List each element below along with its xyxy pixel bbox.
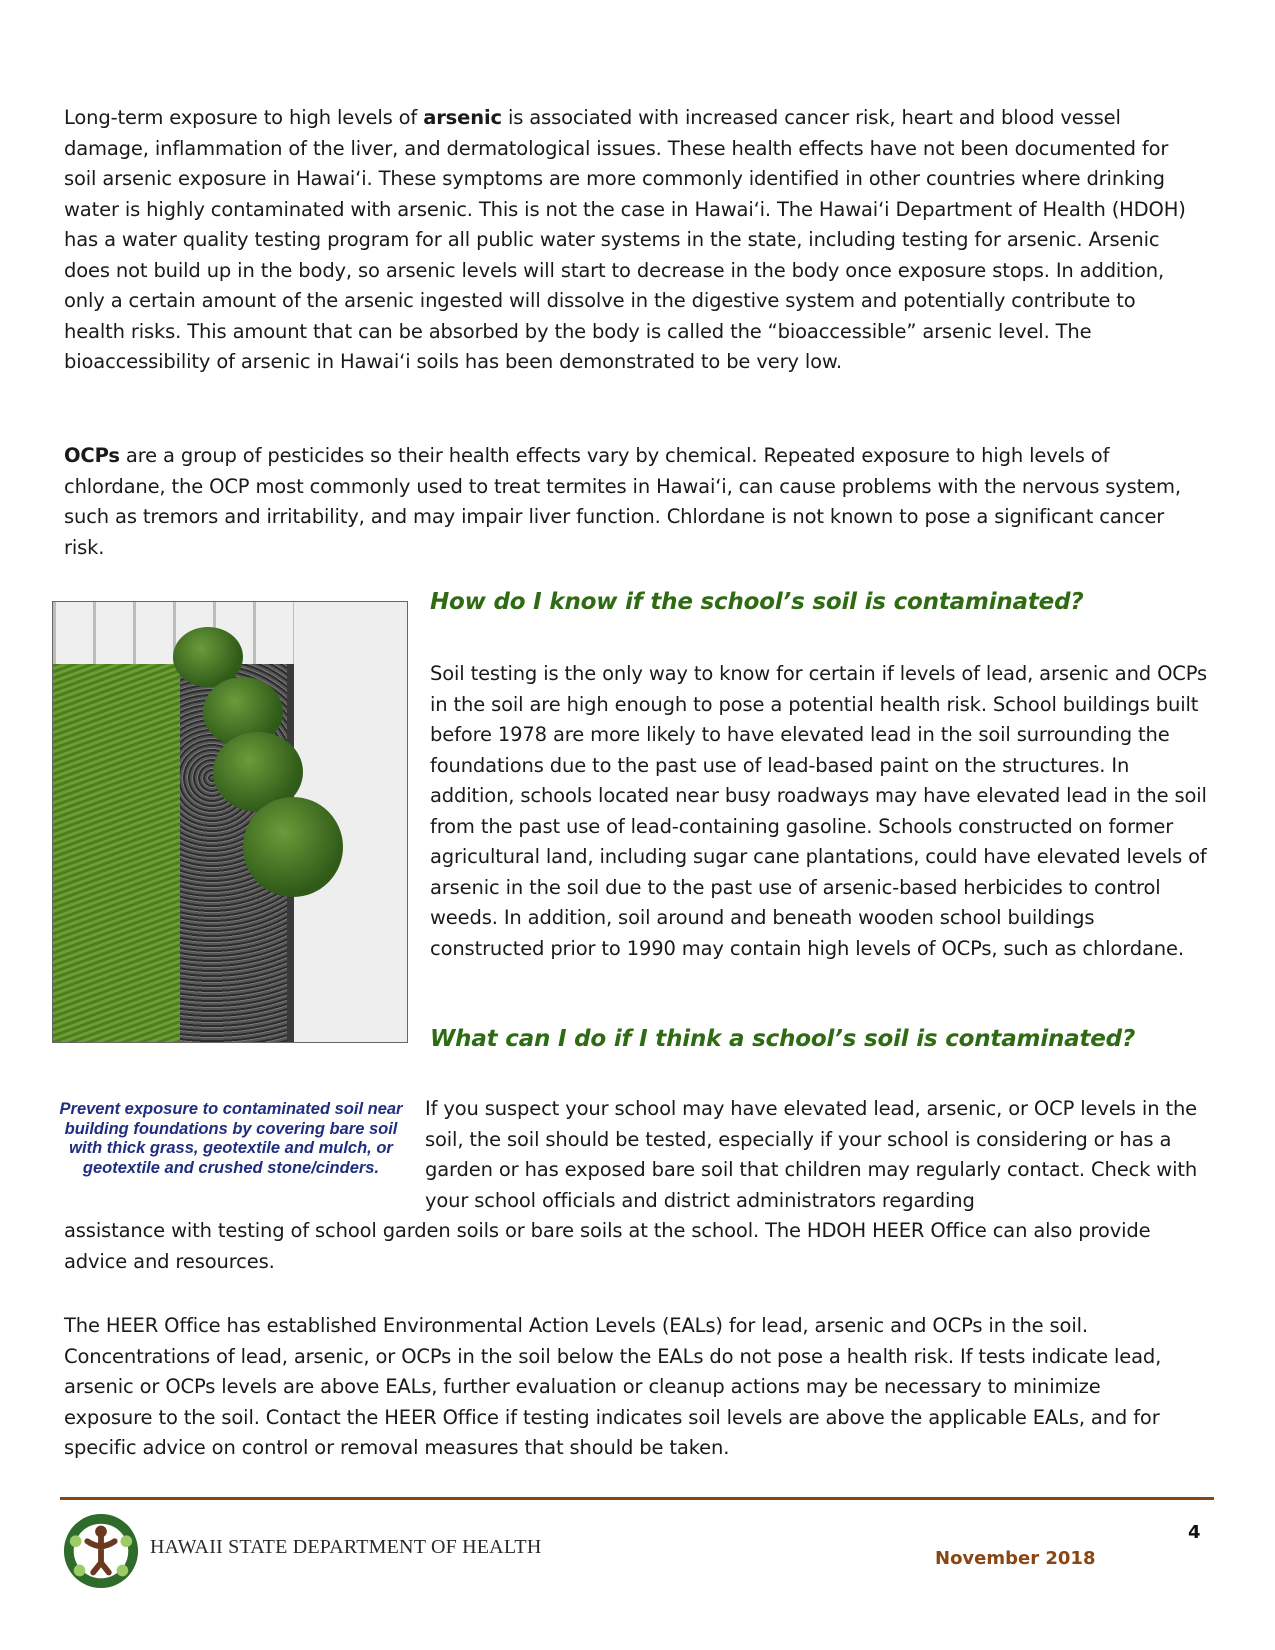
paragraph-arsenic-lead: Long-term exposure to high levels of	[64, 106, 424, 129]
paragraph-arsenic-body: is associated with increased cancer risk, heart and blood vessel damage, inflammation of the liver, and dermatological issues. These health effects have not been documented for soil arsenic exposure in Hawaiʻi. These symptoms are more commonly identified in other countries where drinking water is highly contaminated with arsenic. This is not the case in Hawaiʻi. The Hawaiʻi Department of Health (HDOH) has a water quality testing program for all public water systems in the state, including testing for arsenic. Arsenic does not build up in the body, so arsenic levels will start to decrease in the body once exposure stops. In addition, only a certain amount of the arsenic ingested will dissolve in the digestive system and potentially contribute to health risks. This amount that can be absorbed by the body is called the “bioaccessible” arsenic level. The bioaccessibility of arsenic in Hawaiʻi soils has been demonstrated to be very low.	[64, 106, 1186, 373]
term-ocps: OCPs	[64, 444, 120, 467]
heading-how-do-i-know: How do I know if the school’s soil is contaminated?	[430, 589, 1084, 615]
paragraph-ocps	[64, 441, 1194, 563]
photo-shrub	[243, 797, 343, 897]
publication-date: November 2018	[935, 1548, 1096, 1569]
photo-caption: Prevent exposure to contaminated soil near building foundations by covering bare soil with thick grass, geotextile and mulch, or geotextile and crushed stone/cinders.	[59, 1100, 403, 1177]
footer-rule	[60, 1497, 1214, 1500]
term-arsenic: arsenic	[423, 106, 502, 129]
paragraph-eals: The HEER Office has established Environmental Action Levels (EALs) for lead, arsenic and OCPs in the soil. Concentrations of lead, arsenic, or OCPs in the soil below the EALs do not pose a health risk. If tests indicate lead, arsenic or OCPs levels are above EALs, further evaluation or cleanup actions may be necessary to minimize exposure to the soil. Contact the HEER Office if testing indicates soil levels are above the applicable EALs, and for specific advice on control or removal measures that should be taken.	[64, 1314, 1162, 1459]
paragraph-ocps-body: are a group of pesticides so their health effects vary by chemical. Repeated exposure to high levels of chlordane, the OCP most commonly used to treat termites in Hawaiʻi, can cause problems with the nervous system, such as tremors and irritability, and may impair liver function. Chlordane is not known to pose a significant cancer risk.	[64, 444, 1181, 559]
heading-what-can-i-do: What can I do if I think a school’s soil is contaminated?	[430, 1026, 1136, 1052]
paragraph-suspect-contamination: If you suspect your school may have elevated lead, arsenic, or OCP levels in the soil, the soil should be tested, especially if your school is considering or has a garden or has exposed bare soil that children may regularly contact. Check with your school officials and district administrators regarding	[425, 1097, 1198, 1212]
hdoh-logo-icon	[62, 1512, 140, 1590]
paragraph-soil-testing: Soil testing is the only way to know for certain if levels of lead, arsenic and OCPs in the soil are high enough to pose a potential health risk. School buildings built before 1978 are more likely to have elevated lead in the soil surrounding the foundations due to the past use of lead-based paint on the structures. In addition, schools located near busy roadways may have elevated lead in the soil from the past use of lead-containing gasoline. Schools constructed on former agricultural land, including sugar cane plantations, could have elevated levels of arsenic in the soil due to the past use of arsenic-based herbicides to control weeds. In addition, soil around and beneath wooden school buildings constructed prior to 1990 may contain high levels of OCPs, such as chlordane.	[430, 662, 1208, 960]
garden-border-photo	[52, 601, 408, 1043]
page-number: 4	[1188, 1522, 1201, 1543]
org-name: HAWAII STATE DEPARTMENT OF HEALTH	[150, 1536, 542, 1558]
paragraph-suspect-contamination-cont: assistance with testing of school garden soils or bare soils at the school. The HDOH HEER Office can also provide advice and resources.	[64, 1219, 1151, 1273]
paragraph-arsenic	[64, 103, 1194, 378]
photo-grass	[53, 664, 180, 1043]
